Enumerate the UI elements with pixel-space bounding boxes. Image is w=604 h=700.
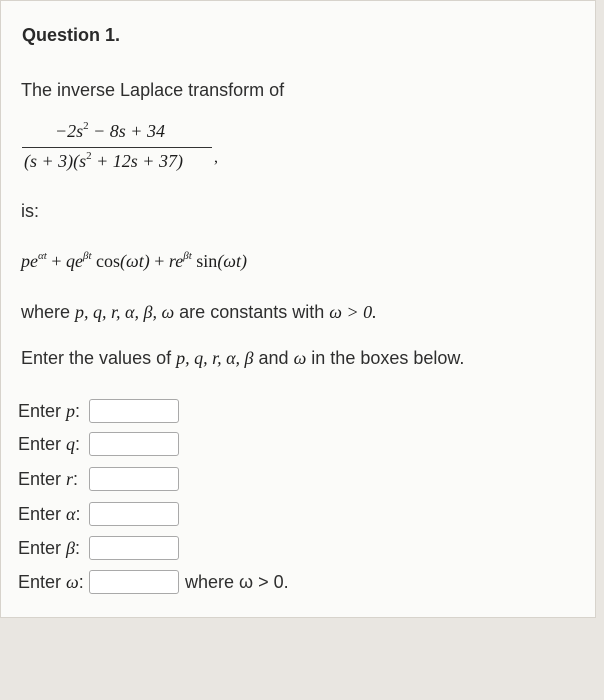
field-label-alpha: Enter α: [18, 504, 81, 524]
omega-condition-note: where ω > 0. [185, 572, 289, 592]
solution-expression: $pe^{\alpha t} + qe^{\beta t}$ $\cos(\omega t) + re^{\beta t}$ sin(ωt) [21, 250, 248, 271]
fraction-bar [22, 147, 212, 148]
enter-instructions: Enter the values of p, q, r, α, β and ω in the boxes below. [21, 348, 465, 368]
field-label-omega: Enter ω: [18, 572, 84, 592]
beta-input[interactable] [89, 536, 179, 560]
question-title: Question 1. [22, 25, 121, 45]
fraction-denominator: $(s + 3)(s^2 + 12s + 37)$ [24, 150, 183, 171]
fraction-comma: , [214, 149, 218, 166]
prompt-intro: The inverse Laplace transform of [21, 80, 285, 100]
laplace-fraction [22, 121, 222, 181]
r-input[interactable] [89, 467, 179, 491]
field-label-beta: Enter β: [18, 538, 81, 558]
field-label-r: Enter r: [18, 469, 79, 489]
constants-description: where p, q, r, α, β, ω are constants with ω > 0. [21, 302, 377, 322]
q-input[interactable] [89, 432, 179, 456]
is-label: is: [21, 201, 39, 221]
fraction-numerator: $-2s^2 - 8s + 34$ [55, 120, 165, 141]
field-label-p: Enter p: [18, 401, 81, 421]
omega-input[interactable] [89, 570, 179, 594]
field-label-q: Enter q: [18, 434, 81, 454]
alpha-input[interactable] [89, 502, 179, 526]
p-input[interactable] [89, 399, 179, 423]
